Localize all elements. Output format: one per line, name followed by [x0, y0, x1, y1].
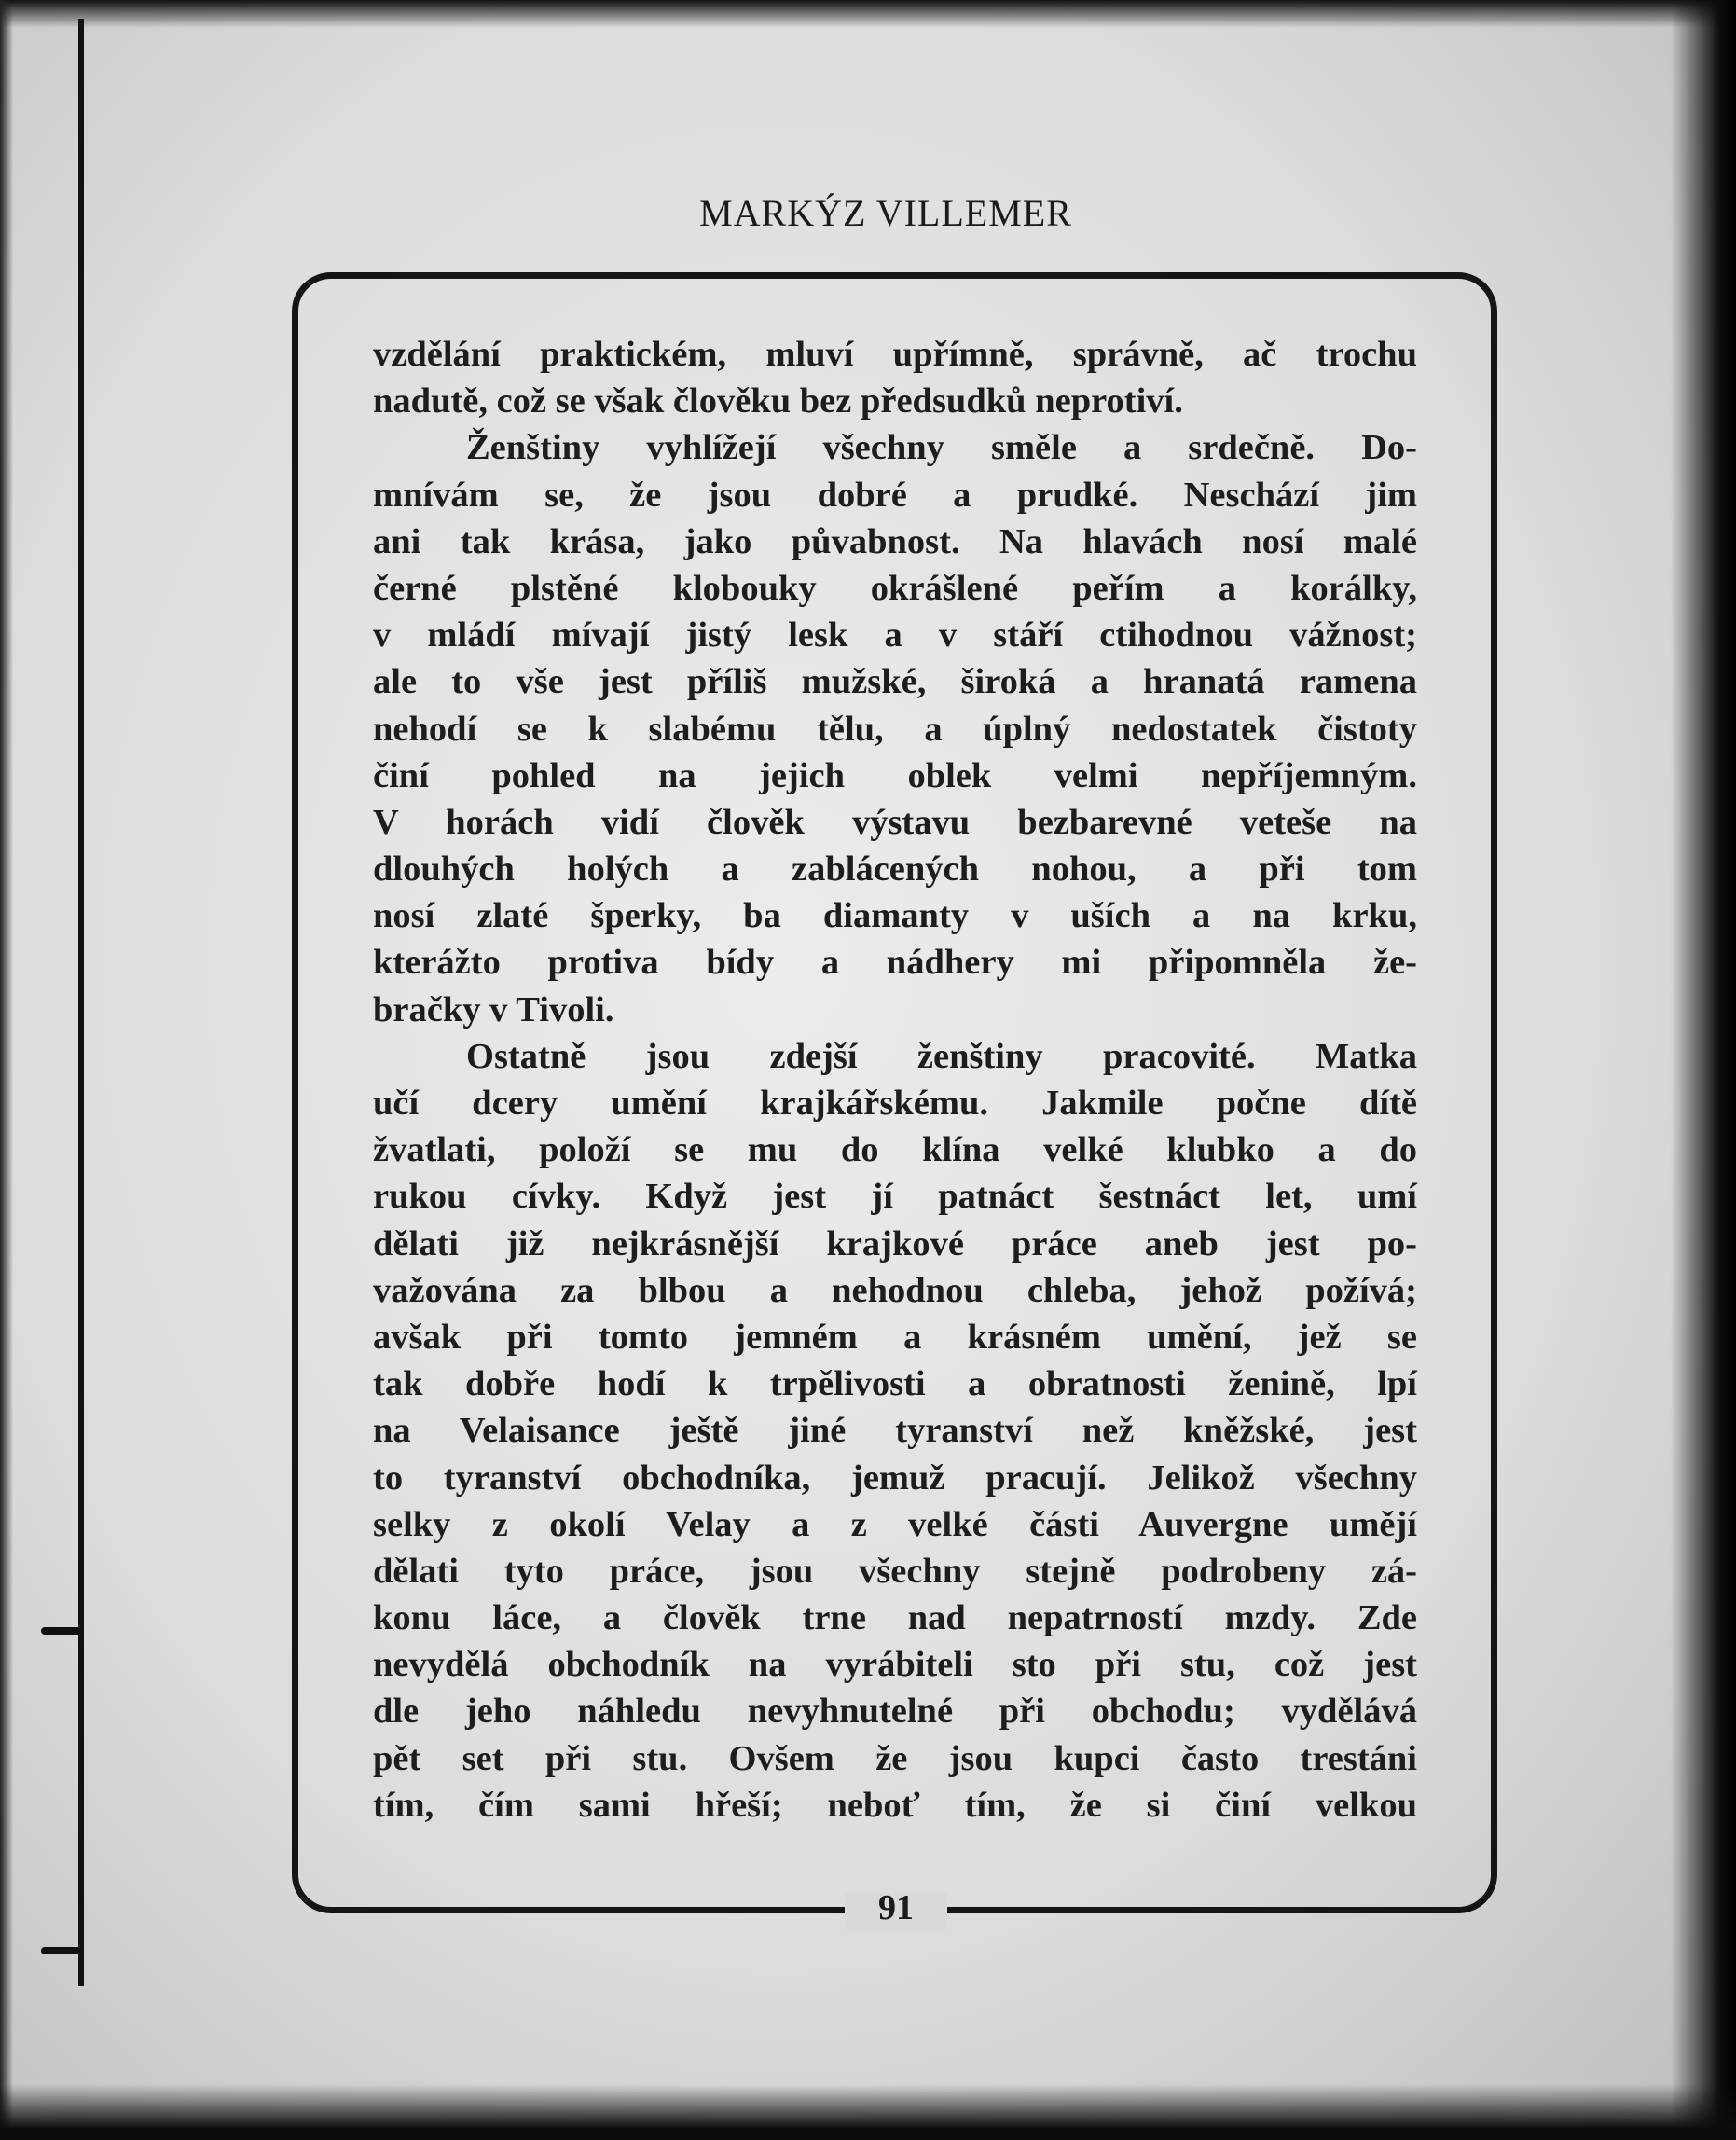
- binding-mark: [41, 1947, 84, 1954]
- text-line: učí dcery umění krajkářskému. Jakmile počne dítě: [373, 1084, 1417, 1123]
- text-line: ani tak krása, jako půvabnost. Na hlavách nosí malé: [373, 521, 1417, 561]
- text-line: bračky v Tivoli.: [373, 989, 614, 1029]
- text-line: černé plstěné klobouky okrášlené peřím a korálky,: [373, 568, 1417, 608]
- text-line: pět set při stu. Ovšem že jsou kupci často trestáni: [373, 1738, 1417, 1778]
- text-line: mnívám se, že jsou dobré a prudké. Neschází jim: [373, 475, 1417, 515]
- text-line: na Velaisance ještě jiné tyranství než kněžské, jest: [373, 1411, 1417, 1451]
- text-line: dělati tyto práce, jsou všechny stejně podrobeny zá-: [373, 1551, 1417, 1591]
- text-line: tím, čím sami hřeší; neboť tím, že si činí velkou: [373, 1785, 1417, 1825]
- binding-rule: [78, 19, 84, 1986]
- text-line: ale to vše jest příliš mužské, široká a hranatá ramena: [373, 662, 1417, 702]
- text-line: dělati již nejkrásnější krajkové práce aneb jest po-: [373, 1223, 1417, 1263]
- scan-edge-top: [0, 0, 1736, 28]
- text-line: žvatlati, položí se mu do klína velké klubko a do: [373, 1130, 1417, 1170]
- text-line: dlouhých holých a zablácených nohou, a při tom: [373, 849, 1417, 890]
- text-line: važována za blbou a nehodnou chleba, jehož požívá;: [373, 1270, 1417, 1310]
- text-line: nehodí se k slabému tělu, a úplný nedostatek čistoty: [373, 709, 1417, 749]
- text-line: rukou cívky. Když jest jí patnáct šestnáct let, umí: [373, 1177, 1417, 1217]
- scan-edge-bottom: [0, 2084, 1736, 2140]
- scan-edge-right: [1671, 0, 1736, 2140]
- text-line: kterážto protiva bídy a nádhery mi připomněla že-: [373, 943, 1417, 983]
- text-line: konu láce, a člověk trne nad nepatrností mzdy. Zde: [373, 1598, 1417, 1638]
- text-line: nevydělá obchodník na vyrábiteli sto při stu, což jest: [373, 1645, 1417, 1685]
- body-text: [373, 331, 1417, 1829]
- text-line: to tyranství obchodníka, jemuž pracují. Jelikož všechny: [373, 1457, 1417, 1498]
- text-line: v mládí mívají jistý lesk a v stáří ctihodnou vážnost;: [373, 615, 1417, 656]
- text-line: činí pohled na jejich oblek velmi nepříjemným.: [373, 755, 1417, 795]
- text-line: tak dobře hodí k trpělivosti a obratnosti ženině, lpí: [373, 1364, 1417, 1404]
- text-line: nadutě, což se však člověku bez předsudků neprotiví.: [373, 381, 1183, 421]
- text-line: V horách vidí člověk výstavu bezbarevné veteše na: [373, 802, 1417, 842]
- text-line: dle jeho náhledu nevyhnutelné při obchodu; vydělává: [373, 1691, 1417, 1732]
- running-title: MARKÝZ VILLEMER: [699, 192, 1072, 234]
- text-line: nosí zlaté šperky, ba diamanty v uších a na krku,: [373, 896, 1417, 936]
- text-line: vzdělání praktickém, mluví upřímně, správně, ač trochu: [373, 335, 1417, 374]
- scan-edge-left: [0, 0, 13, 2140]
- page-number: 91: [878, 1888, 914, 1927]
- text-line: Ostatně jsou zdejší ženštiny pracovité. Matka: [466, 1036, 1417, 1076]
- text-line: selky z okolí Velay a z velké části Auvergne umějí: [373, 1504, 1417, 1544]
- text-line: Ženštiny vyhlížejí všechny směle a srdečně. Do-: [466, 428, 1417, 468]
- text-line: avšak při tomto jemném a krásném umění, jež se: [373, 1317, 1417, 1357]
- binding-mark: [41, 1627, 84, 1635]
